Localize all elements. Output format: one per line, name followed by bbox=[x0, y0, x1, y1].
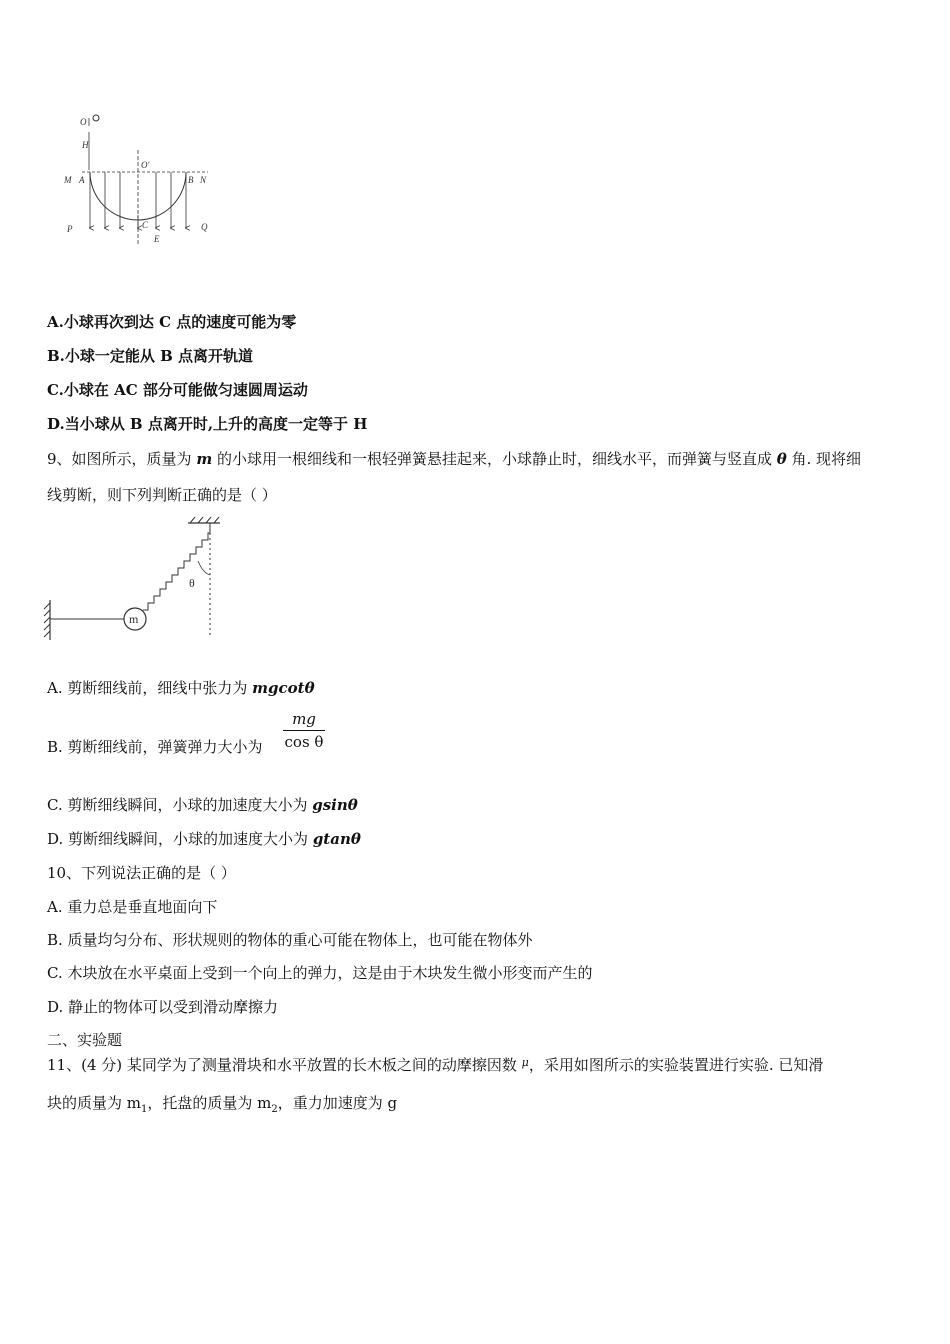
mass-label: m bbox=[129, 612, 139, 626]
label-E: E bbox=[154, 234, 160, 244]
q9-option-b: B. 剪断细线前，弹簧弹力大小为 bbox=[47, 738, 263, 756]
q9-option-b-fraction: mg cos θ bbox=[284, 710, 324, 751]
q10-option-a: A. 重力总是垂直地面向下 bbox=[47, 898, 218, 916]
label-Oprime: O' bbox=[141, 160, 150, 170]
label-M: M bbox=[64, 175, 72, 185]
q9-option-a: A. 剪断细线前，细线中张力为 mgcotθ bbox=[47, 679, 315, 697]
q9-option-c: C. 剪断细线瞬间，小球的加速度大小为 gsinθ bbox=[47, 796, 358, 814]
label-H: H bbox=[82, 140, 89, 150]
track-field-diagram bbox=[60, 110, 220, 250]
q10-option-b: B. 质量均匀分布、形状规则的物体的重心可能在物体上，也可能在物体外 bbox=[47, 931, 533, 949]
q10-option-d: D. 静止的物体可以受到滑动摩擦力 bbox=[47, 998, 279, 1016]
q9-stem-line2: 线剪断，则下列判断正确的是（ ） bbox=[47, 486, 277, 504]
q11-line2: 块的质量为 $m_1$，托盘的质量为 $m_2$，重力加速度为 g bbox=[47, 1094, 398, 1115]
q9-option-d: D. 剪断细线瞬间，小球的加速度大小为 gtanθ bbox=[47, 830, 361, 848]
label-B: B bbox=[188, 175, 194, 185]
q8-option-b: B.小球一定能从 B 点离开轨道 bbox=[47, 347, 254, 365]
label-O: O bbox=[80, 117, 87, 127]
q8-option-a: A.小球再次到达 C 点的速度可能为零 bbox=[47, 313, 297, 331]
q8-option-c: C.小球在 AC 部分可能做匀速圆周运动 bbox=[47, 381, 308, 399]
q10-stem: 10、下列说法正确的是（ ） bbox=[47, 864, 236, 882]
label-N: N bbox=[200, 175, 207, 185]
label-Q: Q bbox=[201, 222, 208, 232]
q8-option-d: D.当小球从 B 点离开时,上升的高度一定等于 H bbox=[47, 415, 368, 433]
label-A: A bbox=[79, 175, 85, 185]
section-heading: 二、实验题 bbox=[47, 1031, 123, 1049]
theta-label: θ bbox=[189, 576, 195, 590]
q9-stem-line1: 9、如图所示，质量为 m 的小球用一根细线和一根轻弹簧悬挂起来，小球静止时，细线水平，而弹簧与竖直成 θ 角. 现将细 bbox=[47, 450, 862, 468]
label-P: P bbox=[67, 224, 73, 234]
q11-line1: 11、(4 分) 某同学为了测量滑块和水平放置的长木板之间的动摩擦因数 $^\mu$，采用如图所示的实验装置进行实验. 已知滑 bbox=[47, 1056, 824, 1074]
ball bbox=[93, 115, 99, 121]
q10-option-c: C. 木块放在水平桌面上受到一个向上的弹力，这是由于木块发生微小形变而产生的 bbox=[47, 964, 593, 982]
label-C: C bbox=[142, 220, 149, 230]
spring-string-diagram bbox=[40, 515, 240, 640]
